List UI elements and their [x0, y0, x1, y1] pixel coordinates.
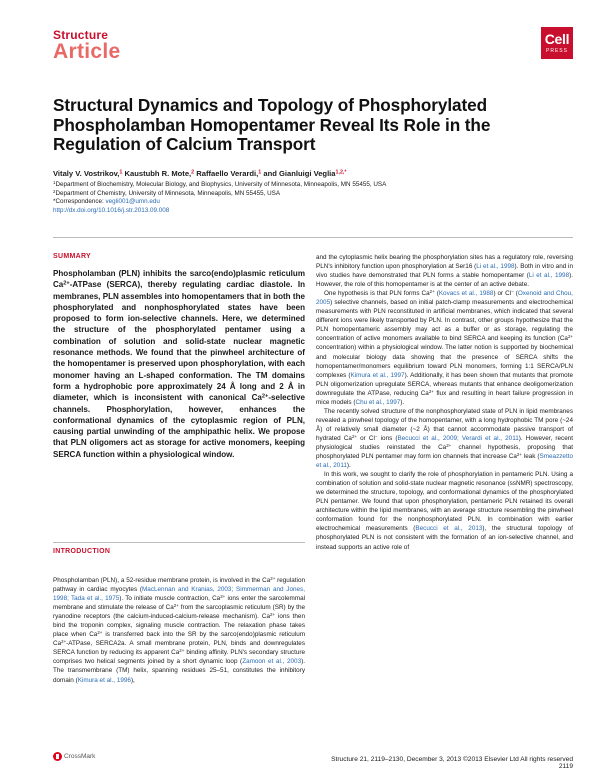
- crossmark-icon: [53, 752, 62, 761]
- email-link[interactable]: vegli001@umn.edu: [105, 198, 160, 206]
- affiliation-1: $^1$Department of Biochemistry, Molecular Biology, and Biophysics, University of Minnesota, Minneapolis, MN 55455, USA: [53, 180, 387, 188]
- citation-link[interactable]: MacLennan and Kranias, 2003; Simmerman and Jones, 1998; Tada et al., 1975: [53, 586, 305, 603]
- author-name[interactable]: Raffaello Verardi,: [194, 169, 259, 178]
- doi-link[interactable]: http://dx.doi.org/10.1016/j.str.2013.09.008: [53, 206, 170, 214]
- logo-main: Cell: [544, 31, 570, 47]
- crossmark-badge[interactable]: CrossMark: [53, 752, 95, 761]
- paragraph: One hypothesis is that PLN forms $Ca^{2+}$ (Kovacs et al., 1988) or Cl− (Oxenoid and Chou, 2005) selective channels, based on initial patch-clamp measurements and electrochemical measurements with PLN reconstituted in artificial membranes, which indicated that several different ions were likely transported by PLN. In contrast, other groups hypothesize that the PLN homopentameric assembly may act as a buffer or as storage, regulating the concentration of active monomers available to bind SERCA and keeping its function ($Ca^{2+}$ concentration) within a physiological window. The latter notion is supported by biochemical and molecular biology data showing that the presence of SERCA shifts the homopentamer/monomers equilibrium toward PLN monomers, forming 1:1 SERCA/PLN complexes (Kimura et al., 1997). Additionally, it has been shown that mutants that promote PLN oligomerization upregulate SERCA, whereas mutants that enhance deoligomerization downregulate the ATPase, reducing $Ca^{2+}$ flux and resulting in heart failure progression in mice models (Chu et al., 1997).: [316, 289, 574, 406]
- author-sup: 1: [258, 169, 262, 176]
- citation-link[interactable]: Li et al., 1998: [528, 272, 570, 280]
- author-name[interactable]: and Gianluigi Veglia: [261, 169, 336, 178]
- citation-link[interactable]: Oxenoid and Chou, 2005: [316, 290, 573, 307]
- journal-section: Structure: [53, 28, 109, 42]
- summary-text: Phospholamban (PLN) inhibits the sarco(endo)plasmic reticulum $Ca^{2+}$-ATPase (SERCA), thereby regulating cardiac diastole. In membranes, PLN assembles into homopentamers that in both the phosphorylated and nonphosphorylated states have been proposed to form ion-selective channels. Here, we determined the structure of the phosphorylated pentamer using a combination of solution and solid-state nuclear magnetic resonance methods. We found that the pinwheel architecture of the homopentamer is preserved upon phosphorylation, with each monomer having an L-shaped conformation. The TM domains form a hydrophobic pore approximately 24 Å long and 2 Å in diameter, which is inconsistent with canonical $Ca^{2+}$-selective channels. Phosphorylation, however, enhances the conformational dynamics of the cytoplasmic region of PLN, causing partial unwinding of the amphipathic helix. We propose that PLN oligomers act as storage for active monomers, keeping SERCA function within a physiological window.: [53, 269, 305, 459]
- article-title: Structural Dynamics and Topology of Phosphorylated Phospholamban Homopentamer Reveal Its Role in the Regulation of Calcium Transport: [53, 95, 491, 154]
- author-sup: 1: [119, 169, 123, 176]
- summary-heading: SUMMARY: [53, 253, 92, 260]
- logo-sub: PRESS: [546, 48, 568, 54]
- introduction-heading: INTRODUCTION: [53, 548, 111, 555]
- citation-link[interactable]: Chu et al., 1997: [355, 398, 401, 406]
- citation-link[interactable]: Becucci et al., 2009; Verardi et al., 2011: [397, 434, 519, 442]
- paragraph: and the cytoplasmic helix bearing the phosphorylation sites has a regulatory role, reversing PLN's inhibitory function upon phosphorylation at Ser16 (Li et al., 1998). Both in vitro and in vivo studies have demonstrated that PLN forms a stable homopentamer (Li et al., 1998). However, the role of this homopentamer is at the center of an active debate.: [316, 254, 574, 289]
- paragraph: The recently solved structure of the nonphosphorylated state of PLN in lipid membranes revealed a pinwheel topology of the homopentamer, with a long hydrophobic TM pore (~24 Å) of relatively small diameter (~2 Å) that cannot accommodate passive transport of hydrated $Ca^{2+}$ or Cl− ions (Becucci et al., 2009; Verardi et al., 2011). However, recent physiological studies reinstated the $Ca^{2+}$ channel hypothesis, proposing that phosphorylated PLN pentamer may form ion channels that increase $Ca^{2+}$ leak (Smeazzetto et al., 2011).: [316, 407, 574, 470]
- introduction-text: Phospholamban (PLN), a 52-residue membrane protein, is involved in the $Ca^{2+}$ regulation pathway in cardiac myocytes (MacLennan and Kranias, 2003; Simmerman and Jones, 1998; Tada et al., 1975). To initiate muscle contraction, $Ca^{2+}$ ions enter the sarcolemmal membrane and stimulate the release of $Ca^{2+}$ from the sarcoplasmic reticulum (SR) by the ryanodine receptors (the calcium-induced-calcium-release mechanism). $Ca^{2+}$ ions then bind the troponin complex, signaling muscle contraction. The relaxation phase takes place when $Ca^{2+}$ is transferred back into the SR by the sarco(endo)plasmic reticulum $Ca^{2+}$-ATPase, SERCA2a. A small membrane protein, PLN, binds and downregulates SERCA function by reducing its apparent $Ca^{2+}$ binding affinity. PLN's secondary structure comprises two helical segments joined by a short dynamic loop (Zamoon et al., 2003). The transmembrane (TM) helix, spanning residues 25–51, constitutes the inhibitory domain (Kimura et al., 1996),: [53, 576, 306, 684]
- affiliation-2: $^2$Department of Chemistry, University of Minnesota, Minneapolis, MN 55455, USA: [53, 188, 281, 197]
- author-name[interactable]: Kaustubh R. Mote,: [122, 169, 192, 178]
- header-divider: [53, 237, 573, 238]
- citation-link[interactable]: Li et al., 1998: [476, 263, 515, 271]
- citation-link[interactable]: Zamoon et al., 2003: [242, 658, 302, 666]
- author-sup: 2: [191, 169, 195, 176]
- page-footer: Structure 21, 2119–2130, December 3, 2013 ©2013 Elsevier Ltd All rights reserved 2119: [331, 756, 573, 770]
- citation-link[interactable]: Kimura et al., 1997: [350, 371, 405, 379]
- author-sup: 1,2,*: [335, 169, 347, 176]
- citation-link[interactable]: Kovacs et al., 1988: [438, 290, 494, 298]
- author-list: [53, 169, 573, 179]
- paragraph: In this work, we sought to clarify the role of phosphorylation in pentameric PLN. Using a combination of solution and solid-state nuclear magnetic resonance (ssNMR) spectroscopy, we determined the structure, topology, and conformational dynamics of the phosphorylated PLN pentamer. We found that upon phosphorylation, pentameric PLN retained its overall architecture within the lipid membranes, with an average structure resembling the pinwheel conformation found for the nonphosphorylated PLN. In combination with earlier electrochemical measurements (Becucci et al., 2013), the structural topology of phosphorylated PLN is not consistent with the formation of an ion-selective channel, and instead supports an active role of: [316, 471, 573, 551]
- cell-press-logo[interactable]: [541, 27, 573, 59]
- summary-divider: [53, 542, 305, 543]
- citation-link[interactable]: Kimura et al., 1996: [77, 676, 131, 684]
- right-column-text: [316, 253, 573, 552]
- correspondence: *Correspondence: vegli001@umn.edu: [53, 198, 160, 206]
- citation-link[interactable]: Smeazzetto et al., 2011: [316, 453, 573, 470]
- author-name[interactable]: Vitaly V. Vostrikov,: [53, 169, 120, 178]
- citation-link[interactable]: Becucci et al., 2013: [415, 525, 483, 533]
- article-type: Article: [53, 40, 121, 63]
- affiliations: [53, 181, 573, 215]
